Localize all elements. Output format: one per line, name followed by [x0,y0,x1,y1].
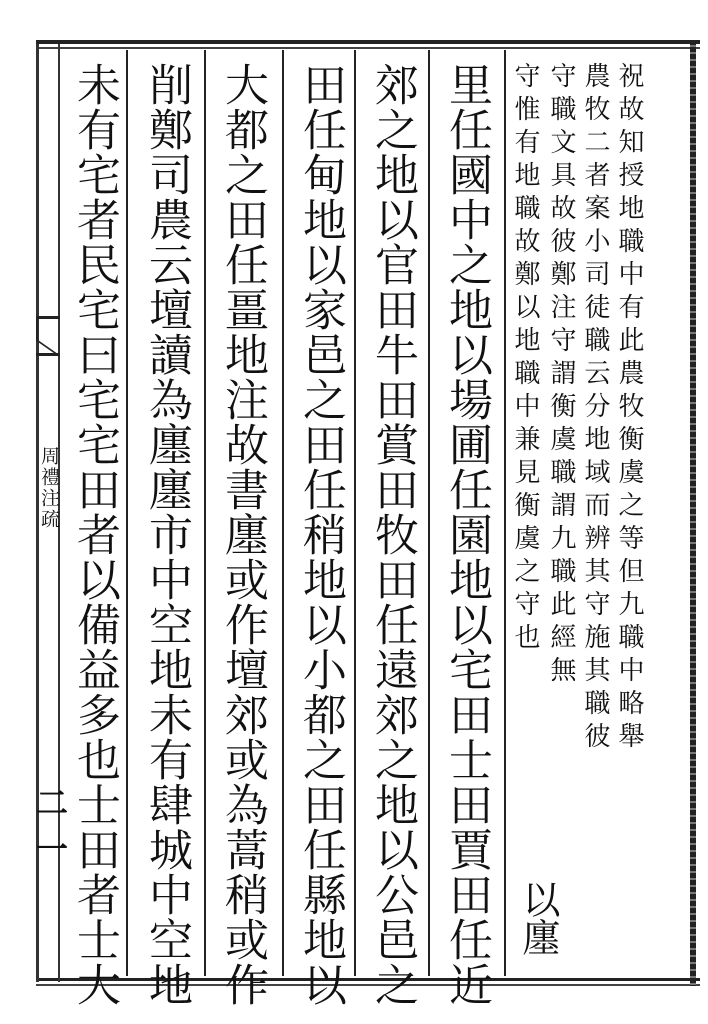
frame-top-rule [36,40,700,44]
frame-right-border [690,40,696,986]
column-separator [282,50,284,976]
fishtail-mark-icon [36,316,60,356]
main-text-column-3: 田任甸地以家邑之田任稍地以小都之田任縣地以 [295,62,346,1007]
main-text-column-6: 未有宅者民宅曰宅宅田者以備益多也士田者士大 [69,62,120,1007]
commentary-line-4: 守惟有地職故鄭以地職中兼見衡虞之守也 [510,62,540,656]
column-separator [204,50,206,976]
main-text-column-4: 大都之田任畺地注故書廛或作壇郊或為蒿稍或作 [217,62,268,1007]
column-separator [354,50,356,976]
column-separator [504,50,506,976]
column-separator [126,50,128,976]
commentary-line-1: 祝故知授地職中有此農牧衡虞之等但九職中略舉 [614,62,644,755]
page-number: 二一 [36,784,69,868]
running-title: 周禮注疏 [38,446,60,530]
commentary-line-2: 農牧二者案小司徒職云分地域而辨其守施其職彼 [580,62,610,755]
main-text-column-1: 里任國中之地以場圃任園地以宅田士田賈田任近 [441,62,492,1007]
column-end-annotation: 以廛 [516,880,560,956]
frame-top-rule-inner [36,47,700,49]
main-text-column-5: 削鄭司農云壇讀為廛廛市中空地未有肆城中空地 [141,62,192,1007]
main-text-column-2: 郊之地以官田牛田賞田牧田任遠郊之地以公邑之 [367,62,418,1007]
column-separator [428,50,430,976]
commentary-line-3: 守職文具故彼鄭注守謂衡虞職謂九職此經無 [546,62,576,689]
